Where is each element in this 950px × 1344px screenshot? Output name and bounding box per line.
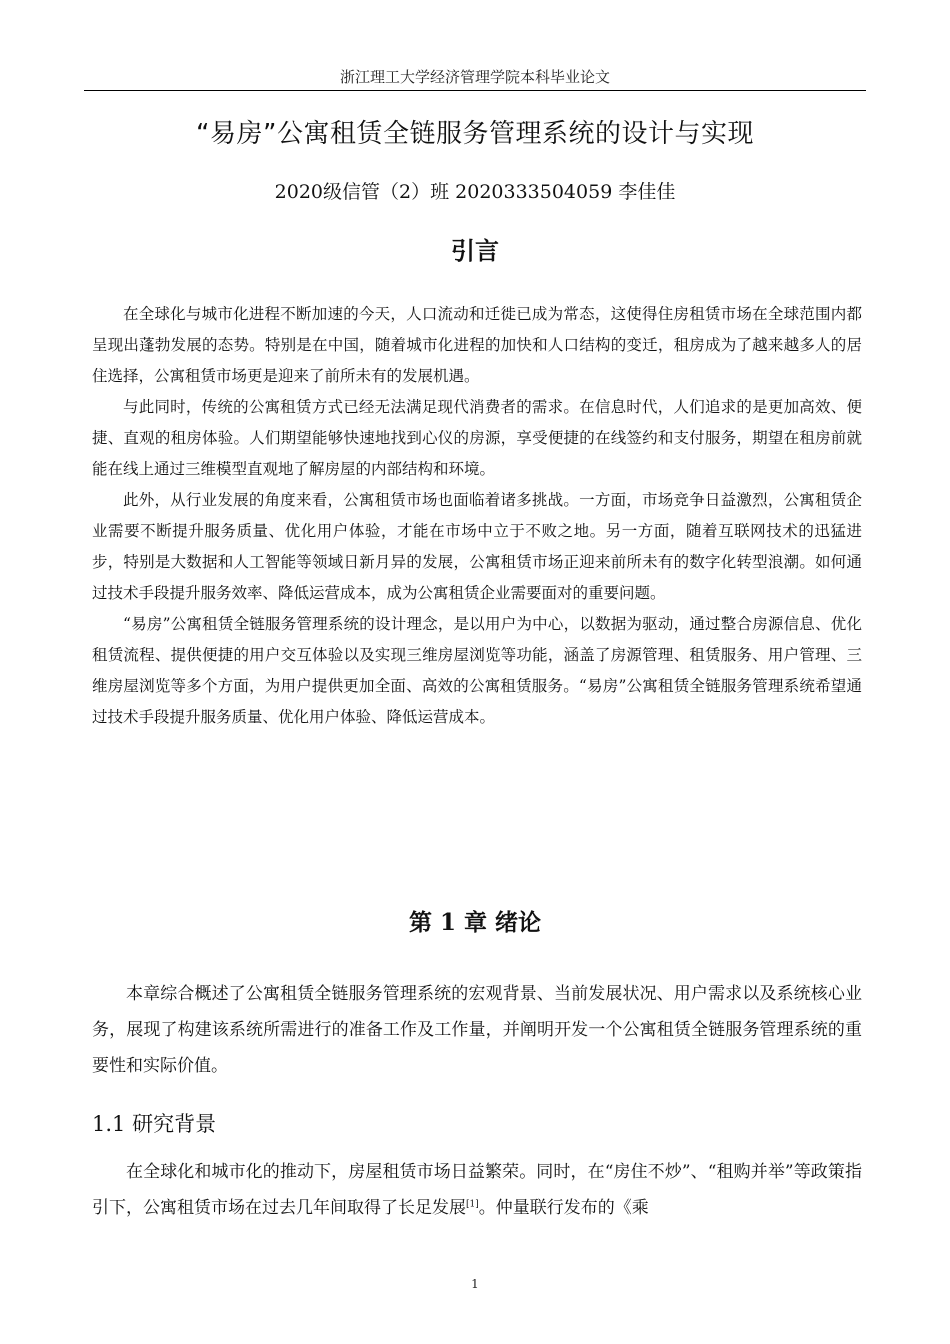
introduction-heading: 引言 bbox=[451, 237, 499, 265]
intro-paragraph-2: 与此同时，传统的公寓租赁方式已经无法满足现代消费者的需求。在信息时代，人们追求的是更加高效、便捷、直观的租房体验。人们期望能够快速地找到心仪的房源，享受便捷的在线签约和支付服务，期望在租房前就能在线上通过三维模型直观地了解房屋的内部结构和环境。 bbox=[92, 398, 862, 478]
intro-paragraph-4: “易房”公寓租赁全链服务管理系统的设计理念，是以用户为中心，以数据为驱动，通过整合房源信息、优化租赁流程、提供便捷的用户交互体验以及实现三维房屋浏览等功能，涵盖了房源管理、租赁服务、用户管理、三维房屋浏览等多个方面，为用户提供更加全面、高效的公寓租赁服务。“易房”公寓租赁全链服务管理系统希望通过技术手段提升服务质量、优化用户体验、降低运营成本。 bbox=[92, 615, 862, 726]
page-number: 1 bbox=[471, 1277, 479, 1291]
section-text-before-ref: 在全球化和城市化的推动下，房屋租赁市场日益繁荣。同时，在“房住不炒”、“租购并举”等政策指引下，公寓租赁市场在过去几年间取得了长足发展 bbox=[92, 1162, 862, 1218]
section-1-1-heading: 1.1 研究背景 bbox=[92, 1112, 217, 1136]
paper-title: “易房”公寓租赁全链服务管理系统的设计与实现 bbox=[196, 119, 754, 149]
section-1-1-body bbox=[92, 1154, 862, 1226]
running-header: 浙江理工大学经济管理学院本科毕业论文 bbox=[339, 68, 610, 86]
header-divider bbox=[84, 90, 866, 91]
chapter-1-overview bbox=[92, 976, 862, 1084]
section-1-1-paragraph bbox=[92, 1154, 862, 1226]
chapter-1-paragraph: 本章综合概述了公寓租赁全链服务管理系统的宏观背景、当前发展状况、用户需求以及系统核心业务，展现了构建该系统所需进行的准备工作及工作量，并阐明开发一个公寓租赁全链服务管理系统的重要性和实际价值。 bbox=[92, 984, 862, 1076]
citation-ref-1[interactable]: [1] bbox=[466, 1199, 479, 1210]
section-text-after-ref: 。仲量联行发布的《乘 bbox=[478, 1198, 649, 1218]
author-line: 2020级信管（2）班 2020333504059 李佳佳 bbox=[274, 181, 676, 203]
intro-paragraph-1: 在全球化与城市化进程不断加速的今天，人口流动和迁徙已成为常态，这使得住房租赁市场在全球范围内都呈现出蓬勃发展的态势。特别是在中国，随着城市化进程的加快和人口结构的变迁，租房成为了越来越多人的居住选择，公寓租赁市场更是迎来了前所未有的发展机遇。 bbox=[92, 305, 862, 385]
introduction-body bbox=[92, 299, 862, 733]
intro-paragraph-3: 此外，从行业发展的角度来看，公寓租赁市场也面临着诸多挑战。一方面，市场竞争日益激烈，公寓租赁企业需要不断提升服务质量、优化用户体验，才能在市场中立于不败之地。另一方面，随着互联网技术的迅猛进步，特别是大数据和人工智能等领域日新月异的发展，公寓租赁市场正迎来前所未有的数字化转型浪潮。如何通过技术手段提升服务效率、降低运营成本，成为公寓租赁企业需要面对的重要问题。 bbox=[92, 491, 862, 602]
chapter-1-heading: 第 1 章 绪论 bbox=[408, 909, 542, 936]
